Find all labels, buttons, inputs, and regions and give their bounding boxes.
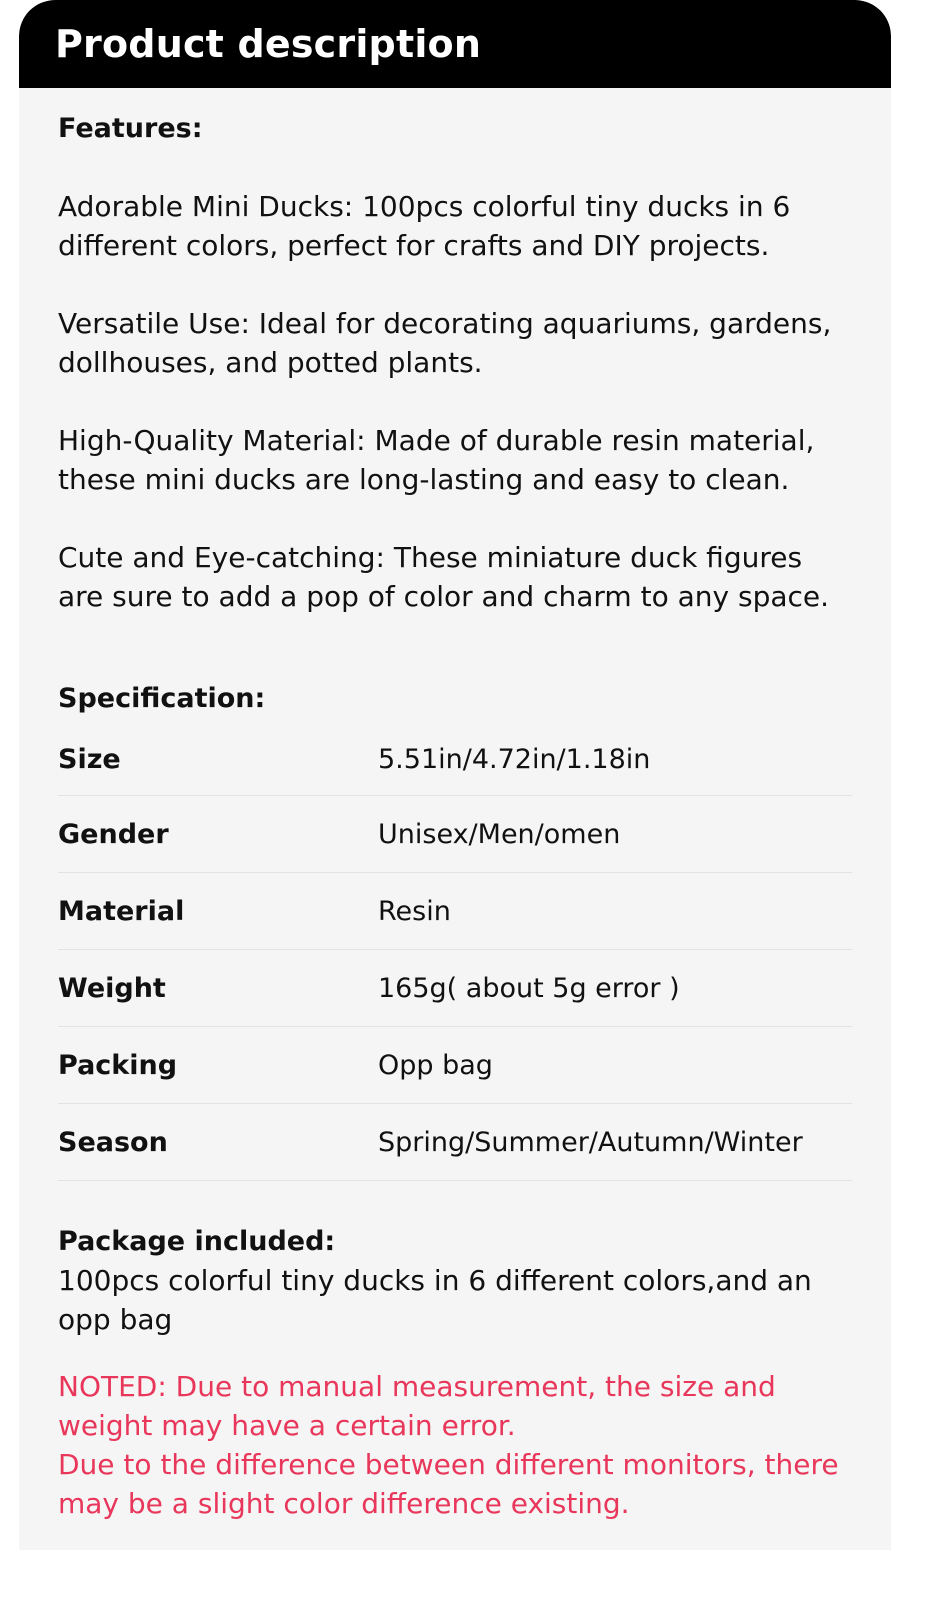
specification-table [58,724,852,1181]
page-title: Product description [55,22,482,66]
spec-row-season [58,1104,852,1181]
features-heading: Features: [58,113,203,144]
feature-item: Versatile Use: Ideal for decorating aquariums, gardens, dollhouses, and potted plants. [58,307,832,379]
spec-row-packing [58,1027,852,1104]
card-body [19,88,891,1523]
spec-label: Weight [58,972,166,1004]
spec-label: Season [58,1126,168,1158]
spec-label: Size [58,744,121,775]
package-text: 100pcs colorful tiny ducks in 6 different colors,and an opp bag [58,1264,812,1336]
card-header [19,0,891,88]
specification-heading: Specification: [58,683,266,714]
spec-row-gender [58,796,852,873]
package-heading: Package included: [58,1226,336,1257]
note-line: NOTED: Due to manual measurement, the size and weight may have a certain error. [58,1370,776,1442]
product-description-card [19,0,891,1550]
feature-item: Cute and Eye-catching: These miniature duck figures are sure to add a pop of color and charm to any space. [58,541,830,613]
feature-item: Adorable Mini Ducks: 100pcs colorful tiny ducks in 6 different colors, perfect for crafts and DIY projects. [58,190,791,262]
spec-row-weight [58,950,852,1027]
spec-label: Material [58,895,185,927]
spec-value: Spring/Summer/Autumn/Winter [378,1126,803,1158]
spec-row-material [58,873,852,950]
note-line: Due to the difference between different monitors, there may be a slight color difference existing. [58,1448,839,1520]
spec-value: Opp bag [378,1049,493,1081]
spec-value: 5.51in/4.72in/1.18in [378,744,651,775]
spec-value: 165g( about 5g error ) [378,972,680,1004]
note-block [58,1367,858,1523]
feature-item: High-Quality Material: Made of durable resin material, these mini ducks are long-lasting and easy to clean. [58,424,815,496]
spec-label: Packing [58,1049,178,1081]
spec-value: Unisex/Men/omen [378,818,621,850]
spec-label: Gender [58,818,169,850]
spec-row-size [58,724,852,796]
spec-value: Resin [378,895,451,927]
